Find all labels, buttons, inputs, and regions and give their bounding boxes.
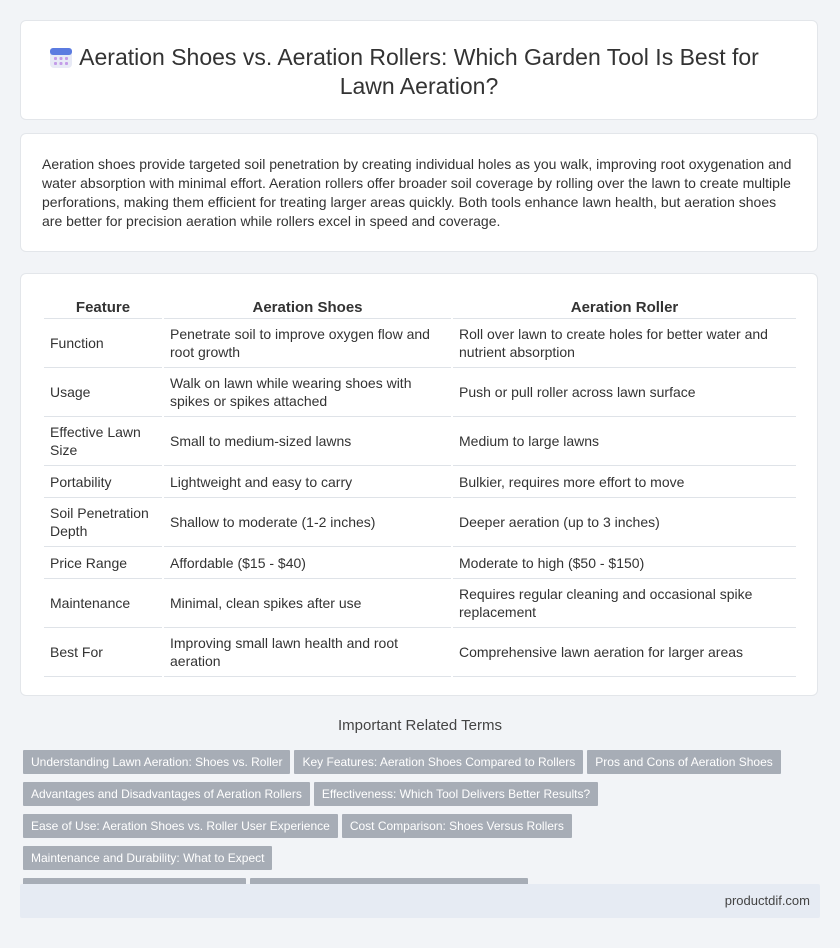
related-term-tag[interactable]: Cost Comparison: Shoes Versus Rollers — [342, 814, 572, 838]
related-terms-title: Important Related Terms — [338, 717, 502, 734]
related-term-tag[interactable]: Effectiveness: Which Tool Delivers Better Results? — [314, 782, 598, 806]
row-roller-value: Comprehensive lawn aeration for larger areas — [453, 628, 796, 677]
footer — [20, 884, 820, 918]
row-feature: Function — [44, 319, 162, 368]
table-row — [44, 319, 796, 368]
related-term-tag[interactable]: Maintenance and Durability: What to Expect — [23, 846, 272, 870]
row-feature: Maintenance — [44, 579, 162, 628]
row-roller-value: Requires regular cleaning and occasional spike replacement — [453, 579, 796, 628]
row-shoes-value: Penetrate soil to improve oxygen flow and root growth — [164, 319, 451, 368]
table-row — [44, 498, 796, 547]
table-row — [44, 547, 796, 579]
table-row — [44, 417, 796, 466]
row-roller-value: Push or pull roller across lawn surface — [453, 368, 796, 417]
row-roller-value: Moderate to high ($50 - $150) — [453, 547, 796, 579]
row-shoes-value: Improving small lawn health and root aeration — [164, 628, 451, 677]
header-aeration-roller: Aeration Roller — [453, 296, 796, 319]
comparison-table — [42, 296, 798, 677]
row-roller-value: Deeper aeration (up to 3 inches) — [453, 498, 796, 547]
related-term-tag[interactable]: Understanding Lawn Aeration: Shoes vs. Roller — [23, 750, 290, 774]
row-roller-value: Bulkier, requires more effort to move — [453, 466, 796, 498]
row-feature: Usage — [44, 368, 162, 417]
row-shoes-value: Small to medium-sized lawns — [164, 417, 451, 466]
row-shoes-value: Lightweight and easy to carry — [164, 466, 451, 498]
page-title: Aeration Shoes vs. Aeration Rollers: Which Garden Tool Is Best for Lawn Aeration? — [79, 44, 759, 99]
table-row — [44, 579, 796, 628]
header-feature: Feature — [44, 296, 162, 319]
comparison-table-card — [20, 273, 818, 696]
intro-paragraph: Aeration shoes provide targeted soil penetration by creating individual holes as you walk, improving root oxygenation and water absorption with minimal effort. Aeration rollers offer broader soil coverage by rolling over the lawn to create multiple perforations, making them efficient for treating larger areas quickly. Both tools enhance lawn health, but aeration shoes are better for precision aeration while rollers excel in speed and coverage. — [42, 156, 792, 229]
related-term-tag[interactable]: Advantages and Disadvantages of Aeration Rollers — [23, 782, 310, 806]
footer-site-link[interactable]: productdif.com — [724, 893, 810, 908]
row-roller-value: Medium to large lawns — [453, 417, 796, 466]
related-term-tag[interactable]: Key Features: Aeration Shoes Compared to Rollers — [294, 750, 583, 774]
table-row — [44, 368, 796, 417]
header-aeration-shoes: Aeration Shoes — [164, 296, 451, 319]
table-header-row — [44, 296, 796, 319]
row-roller-value: Roll over lawn to create holes for better water and nutrient absorption — [453, 319, 796, 368]
row-shoes-value: Affordable ($15 - $40) — [164, 547, 451, 579]
row-shoes-value: Walk on lawn while wearing shoes with spikes or spikes attached — [164, 368, 451, 417]
row-feature: Price Range — [44, 547, 162, 579]
row-feature: Soil Penetration Depth — [44, 498, 162, 547]
row-feature: Portability — [44, 466, 162, 498]
row-feature: Effective Lawn Size — [44, 417, 162, 466]
row-feature: Best For — [44, 628, 162, 677]
table-row — [44, 628, 796, 677]
table-row — [44, 466, 796, 498]
header-card — [20, 20, 818, 120]
related-term-tag[interactable]: Pros and Cons of Aeration Shoes — [587, 750, 780, 774]
related-term-tag[interactable]: Ease of Use: Aeration Shoes vs. Roller User Experience — [23, 814, 338, 838]
row-shoes-value: Shallow to moderate (1-2 inches) — [164, 498, 451, 547]
row-shoes-value: Minimal, clean spikes after use — [164, 579, 451, 628]
intro-card — [20, 133, 818, 252]
